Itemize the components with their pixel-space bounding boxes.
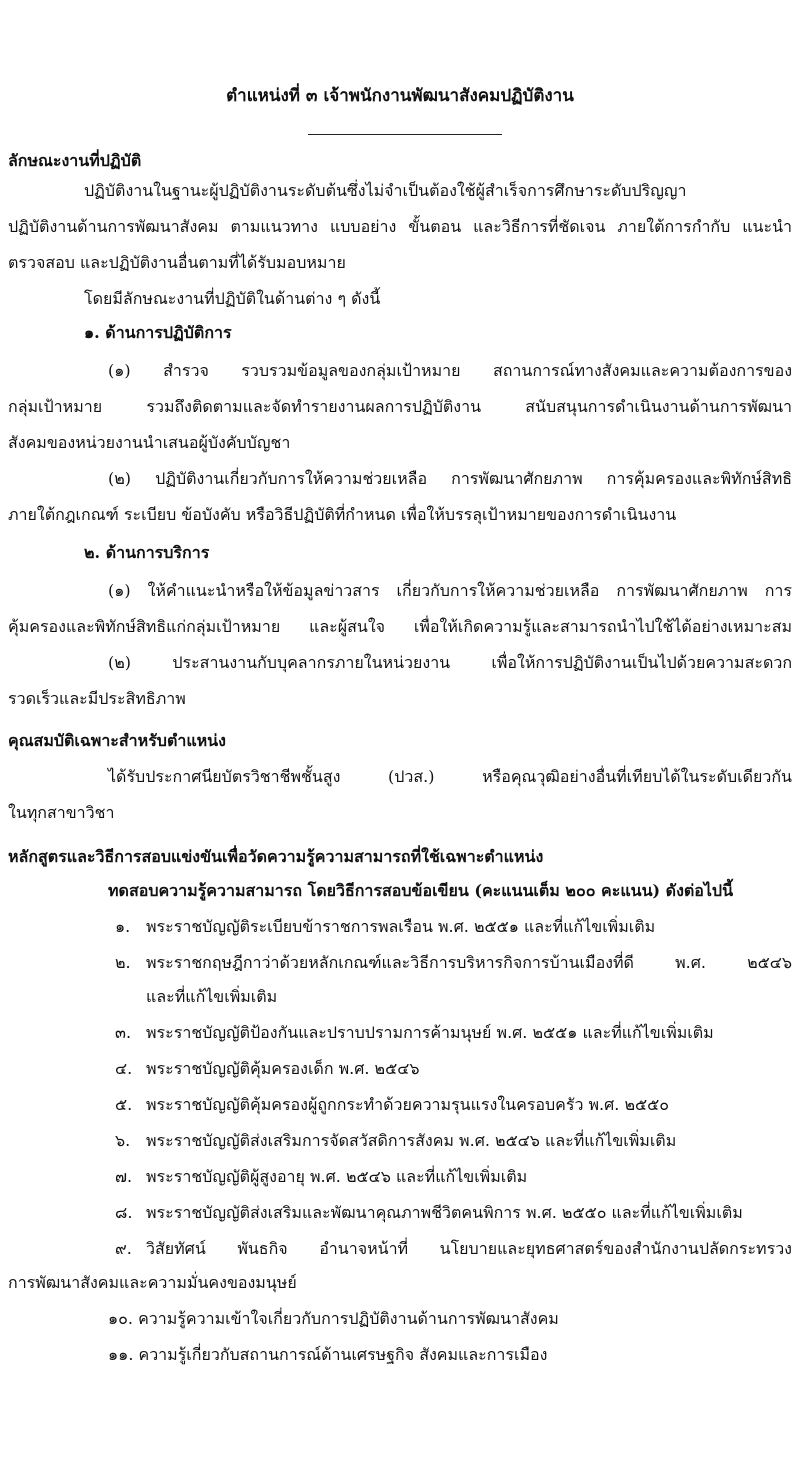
list-item-number: ๔. — [115, 1059, 133, 1078]
paragraph-line: (๑) สำรวจ รวบรวมข้อมูลของกลุ่มเป้าหมาย สถานการณ์ทางสังคมและความต้องการของ — [108, 361, 792, 380]
list-item: พระราชบัญญัติผู้สูงอายุ พ.ศ. ๒๕๔๖ และที่แก้ไขเพิ่มเติม — [146, 1167, 528, 1186]
section-heading-exam: หลักสูตรและวิธีการสอบแข่งขันเพื่อวัดความรู้ความสามารถที่ใช้เฉพาะตำแหน่ง — [8, 847, 544, 866]
paragraph-line: ตรวจสอบ และปฏิบัติงานอื่นตามที่ได้รับมอบหมาย — [8, 253, 346, 272]
list-item: วิสัยทัศน์ พันธกิจ อำนาจหน้าที่ นโยบายและยุทธศาสตร์ของสำนักงานปลัดกระทรวง — [146, 1239, 792, 1258]
section-heading-qualifications: คุณสมบัติเฉพาะสำหรับตำแหน่ง — [8, 731, 226, 750]
paragraph-line: คุ้มครองและพิทักษ์สิทธิแก่กลุ่มเป้าหมาย และผู้สนใจ เพื่อให้เกิดความรู้และสามารถนำไปใช้ได้อย่างเหมาะสม — [8, 617, 792, 636]
list-item-number: ๗. — [115, 1167, 133, 1186]
list-item: พระราชบัญญัติส่งเสริมและพัฒนาคุณภาพชีวิตคนพิการ พ.ศ. ๒๕๕๐ และที่แก้ไขเพิ่มเติม — [146, 1203, 743, 1222]
paragraph-line: (๒) ประสานงานกับบุคลากรภายในหน่วยงาน เพื่อให้การปฏิบัติงานเป็นไปด้วยความสะดวก — [108, 653, 792, 672]
subheading-operations: ๑. ด้านการปฏิบัติการ — [84, 323, 232, 342]
list-item-number: ๒. — [115, 953, 131, 972]
paragraph-line: กลุ่มเป้าหมาย รวมถึงติดตามและจัดทำรายงานผลการปฏิบัติงาน สนับสนุนการดำเนินงานด้านการพัฒนา — [8, 397, 792, 416]
title-divider — [308, 134, 502, 135]
list-item-number: ๕. — [115, 1095, 133, 1114]
list-item-continuation: และที่แก้ไขเพิ่มเติม — [146, 987, 278, 1006]
list-item: พระราชบัญญัติส่งเสริมการจัดสวัสดิการสังคม พ.ศ. ๒๕๔๖ และที่แก้ไขเพิ่มเติม — [146, 1131, 677, 1150]
paragraph-line: โดยมีลักษณะงานที่ปฏิบัติในด้านต่าง ๆ ดังนี้ — [84, 289, 381, 308]
list-item-number: ๘. — [115, 1203, 133, 1222]
list-item: พระราชบัญญัติป้องกันและปราบปรามการค้ามนุษย์ พ.ศ. ๒๕๕๑ และที่แก้ไขเพิ่มเติม — [146, 1023, 714, 1042]
list-item-number: ๖. — [115, 1131, 131, 1150]
paragraph-line: (๒) ปฏิบัติงานเกี่ยวกับการให้ความช่วยเหลือ การพัฒนาศักยภาพ การคุ้มครองและพิทักษ์สิทธิ — [108, 469, 792, 488]
paragraph-line: ปฏิบัติงานในฐานะผู้ปฏิบัติงานระดับต้นซึ่งไม่จำเป็นต้องใช้ผู้สำเร็จการศึกษาระดับปริญญา — [84, 181, 687, 200]
section-heading-job-nature: ลักษณะงานที่ปฏิบัติ — [8, 151, 142, 170]
paragraph-line: ได้รับประกาศนียบัตรวิชาชีพชั้นสูง (ปวส.) หรือคุณวุฒิอย่างอื่นที่เทียบได้ในระดับเดียวกัน — [108, 767, 792, 786]
list-item-continuation: การพัฒนาสังคมและความมั่นคงของมนุษย์ — [8, 1273, 297, 1292]
list-item-number: ๑. — [115, 917, 131, 936]
paragraph-line: ปฏิบัติงานด้านการพัฒนาสังคม ตามแนวทาง แบบอย่าง ขั้นตอน และวิธีการที่ชัดเจน ภายใต้การกำกับ แนะนำ — [8, 217, 792, 236]
paragraph-line: (๑) ให้คำแนะนำหรือให้ข้อมูลข่าวสาร เกี่ยวกับการให้ความช่วยเหลือ การพัฒนาศักยภาพ การ — [108, 581, 792, 600]
list-item: พระราชบัญญัติระเบียบข้าราชการพลเรือน พ.ศ. ๒๕๕๑ และที่แก้ไขเพิ่มเติม — [146, 917, 656, 936]
list-item-number: ๙. — [115, 1239, 132, 1258]
exam-intro: ทดสอบความรู้ความสามารถ โดยวิธีการสอบข้อเขียน (คะแนนเต็ม ๒๐๐ คะแนน) ดังต่อไปนี้ — [108, 881, 734, 900]
page-title: ตำแหน่งที่ ๓ เจ้าพนักงานพัฒนาสังคมปฏิบัติงาน — [226, 86, 574, 106]
paragraph-line: รวดเร็วและมีประสิทธิภาพ — [8, 689, 186, 708]
paragraph-line: ในทุกสาขาวิชา — [8, 803, 115, 822]
list-item: ๑๐. ความรู้ความเข้าใจเกี่ยวกับการปฏิบัติงานด้านการพัฒนาสังคม — [108, 1309, 559, 1328]
list-item: พระราชบัญญัติคุ้มครองผู้ถูกกระทำด้วยความรุนแรงในครอบครัว พ.ศ. ๒๕๕๐ — [146, 1095, 669, 1114]
paragraph-line: สังคมของหน่วยงานนำเสนอผู้บังคับบัญชา — [8, 433, 291, 452]
list-item: พระราชบัญญัติคุ้มครองเด็ก พ.ศ. ๒๕๔๖ — [146, 1059, 420, 1078]
paragraph-line: ภายใต้กฎเกณฑ์ ระเบียบ ข้อบังคับ หรือวิธีปฏิบัติที่กำหนด เพื่อให้บรรลุเป้าหมายของการดำเนินงาน — [8, 505, 677, 524]
subheading-services: ๒. ด้านการบริการ — [84, 543, 210, 562]
list-item: พระราชกฤษฎีกาว่าด้วยหลักเกณฑ์และวิธีการบริหารกิจการบ้านเมืองที่ดี พ.ศ. ๒๕๔๖ — [146, 953, 792, 972]
list-item: ๑๑. ความรู้เกี่ยวกับสถานการณ์ด้านเศรษฐกิจ สังคมและการเมือง — [108, 1345, 548, 1364]
list-item-number: ๓. — [115, 1023, 132, 1042]
